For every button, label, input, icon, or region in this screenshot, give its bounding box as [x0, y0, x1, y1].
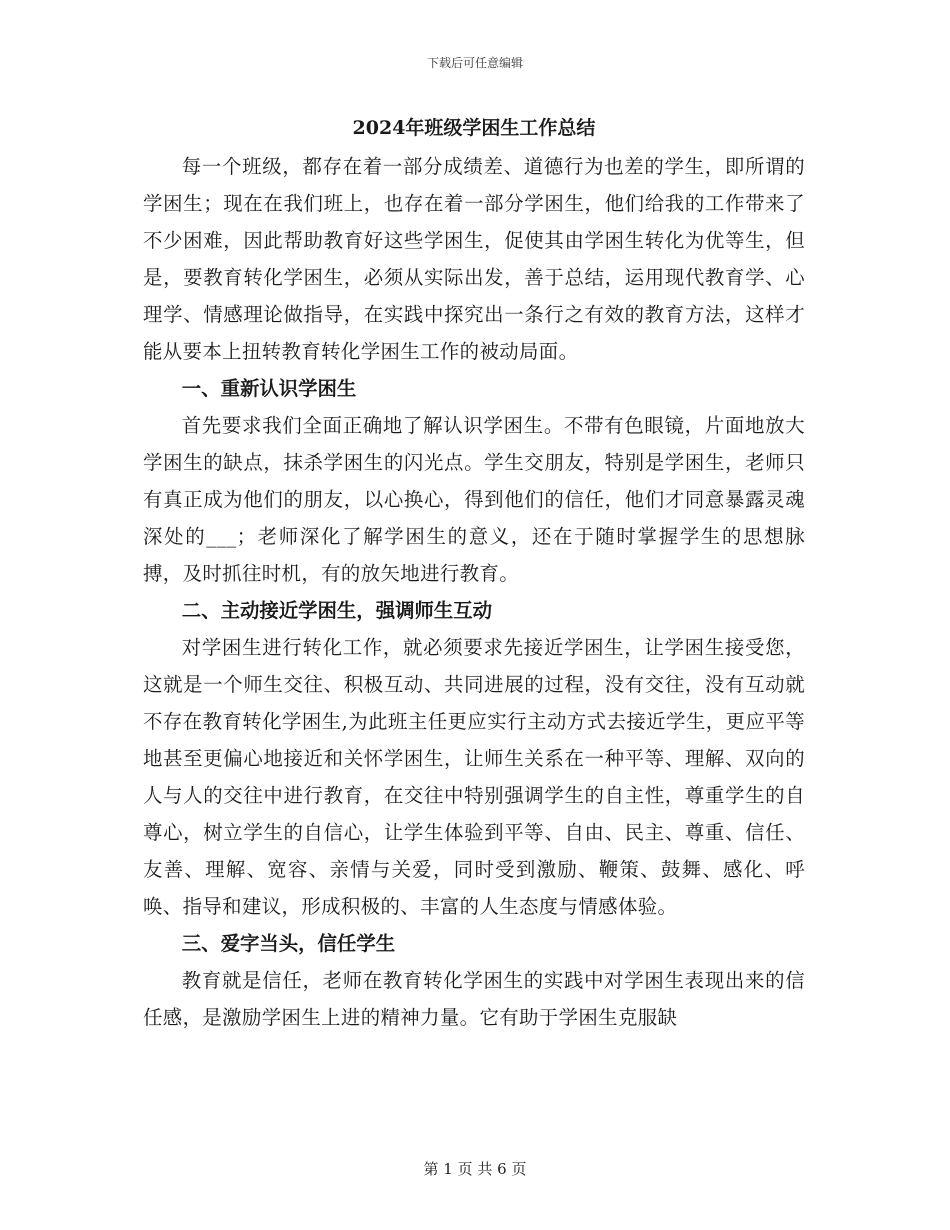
section-heading-3: 三、爱字当头，信任学生 [181, 932, 396, 955]
section-body-1: 首先要求我们全面正确地了解认识学困生。不带有色眼镜，片面地放大学困生的缺点，抹杀学困生的闪光点。学生交朋友，特别是学困生，老师只有真正成为他们的朋友，以心换心，得到他们的信任，他们才同意暴露灵魂深处的___；老师深化了解学困生的意义，还在于随时掌握学生的思想脉搏，及时抓往时机，有的放矢地进行教育。 [143, 414, 805, 585]
section-heading-1: 一、重新认识学困生 [181, 377, 357, 400]
intro-paragraph: 每一个班级，都存在着一部分成绩差、道德行为也差的学生，即所谓的学困生；现在在我们班上，也存在着一部分学困生，他们给我的工作带来了不少困难，因此帮助教育好这些学困生，促使其由学困生转化为优等生，但是，要教育转化学困生，必须从实际出发，善于总结，运用现代教育学、心理学、情感理论做指导，在实践中探究出一条行之有效的教育方法，这样才能从要本上扭转教育转化学困生工作的被动局面。 [143, 155, 805, 363]
header-note: 下载后可任意编辑 [426, 56, 523, 70]
document-body [143, 112, 805, 1036]
document-title: 2024年班级学困生工作总结 [352, 117, 596, 139]
section-body-2: 对学困生进行转化工作，就必须要求先接近学困生，让学困生接受您，这就是一个师生交往、积极互动、共同进展的过程，没有交往，没有互动就不存在教育转化学困生,为此班主任更应实行主动方式去接近学生，更应平等地甚至更偏心地接近和关怀学困生，让师生关系在一种平等、理解、双向的人与人的交往中进行教育，在交往中特别强调学生的自主性，尊重学生的自尊心，树立学生的自信心，让学生体验到平等、自由、民主、尊重、信任、友善、理解、宽容、亲情与关爱，同时受到激励、鞭策、鼓舞、感化、呼唤、指导和建议，形成积极的、丰富的人生态度与情感体验。 [143, 636, 805, 918]
page-number: 第 1 页 共 6 页 [423, 1160, 527, 1178]
section-heading-2: 二、主动接近学困生，强调师生互动 [181, 599, 493, 622]
section-body-3: 教育就是信任，老师在教育转化学困生的实践中对学困生表现出来的信任感，是激励学困生上进的精神力量。它有助于学困生克服缺 [143, 969, 805, 1029]
